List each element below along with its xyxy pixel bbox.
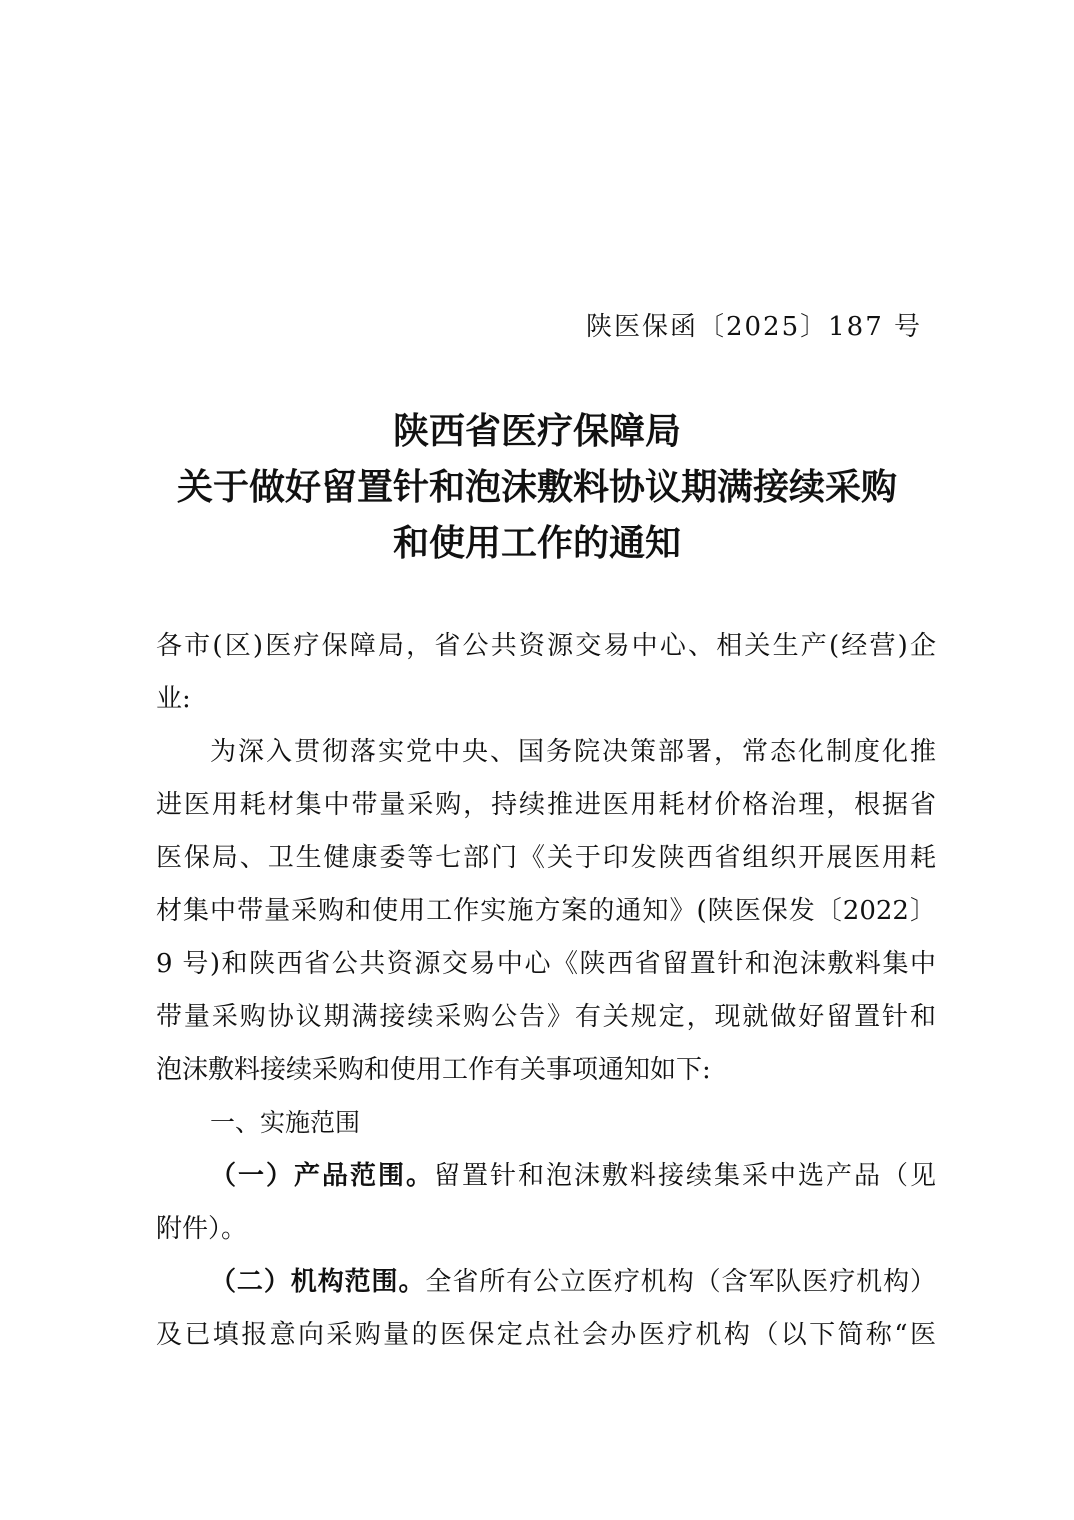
intro-line-7: 泡沫敷料接续采购和使用工作有关事项通知如下:	[156, 1055, 711, 1085]
item-2-line-2: 及已填报意向采购量的医保定点社会办医疗机构（以下简称“医	[156, 1320, 936, 1350]
addressee-line-1: 各市(区)医疗保障局，省公共资源交易中心、相关生产(经营)企	[156, 631, 936, 661]
title-line-3: 和使用工作的通知	[392, 523, 681, 564]
section-heading: 一、实施范围	[210, 1108, 361, 1137]
intro-line-6: 带量采购协议期满接续采购公告》有关规定，现就做好留置针和	[156, 1002, 936, 1032]
document-number: 陕医保函〔2025〕187 号	[585, 312, 922, 342]
intro-line-2: 进医用耗材集中带量采购，持续推进医用耗材价格治理，根据省	[156, 790, 936, 820]
item-2-label: （二）机构范围。	[210, 1267, 426, 1297]
intro-line-5: 9 号)和陕西省公共资源交易中心《陕西省留置针和泡沫敷料集中	[156, 949, 936, 979]
item-1-label: （一）产品范围。	[210, 1161, 434, 1191]
intro-line-4: 材集中带量采购和使用工作实施方案的通知》(陕医保发〔2022〕	[156, 896, 936, 926]
item-2-text: 全省所有公立医疗机构（含军队医疗机构）	[425, 1267, 936, 1297]
addressee-line-2: 业:	[156, 684, 191, 714]
item-1-line-2: 附件）。	[156, 1214, 248, 1244]
title-line-1: 陕西省医疗保障局	[392, 411, 681, 452]
item-1-line-1	[210, 1157, 936, 1195]
intro-line-1: 为深入贯彻落实党中央、国务院决策部署，常态化制度化推	[210, 737, 936, 767]
intro-line-3: 医保局、卫生健康委等七部门《关于印发陕西省组织开展医用耗	[156, 843, 936, 873]
title-line-2: 关于做好留置针和泡沫敷料协议期满接续采购	[176, 467, 897, 508]
item-1-text: 留置针和泡沫敷料接续集采中选产品（见	[434, 1161, 936, 1191]
item-2-line-1	[210, 1263, 936, 1301]
